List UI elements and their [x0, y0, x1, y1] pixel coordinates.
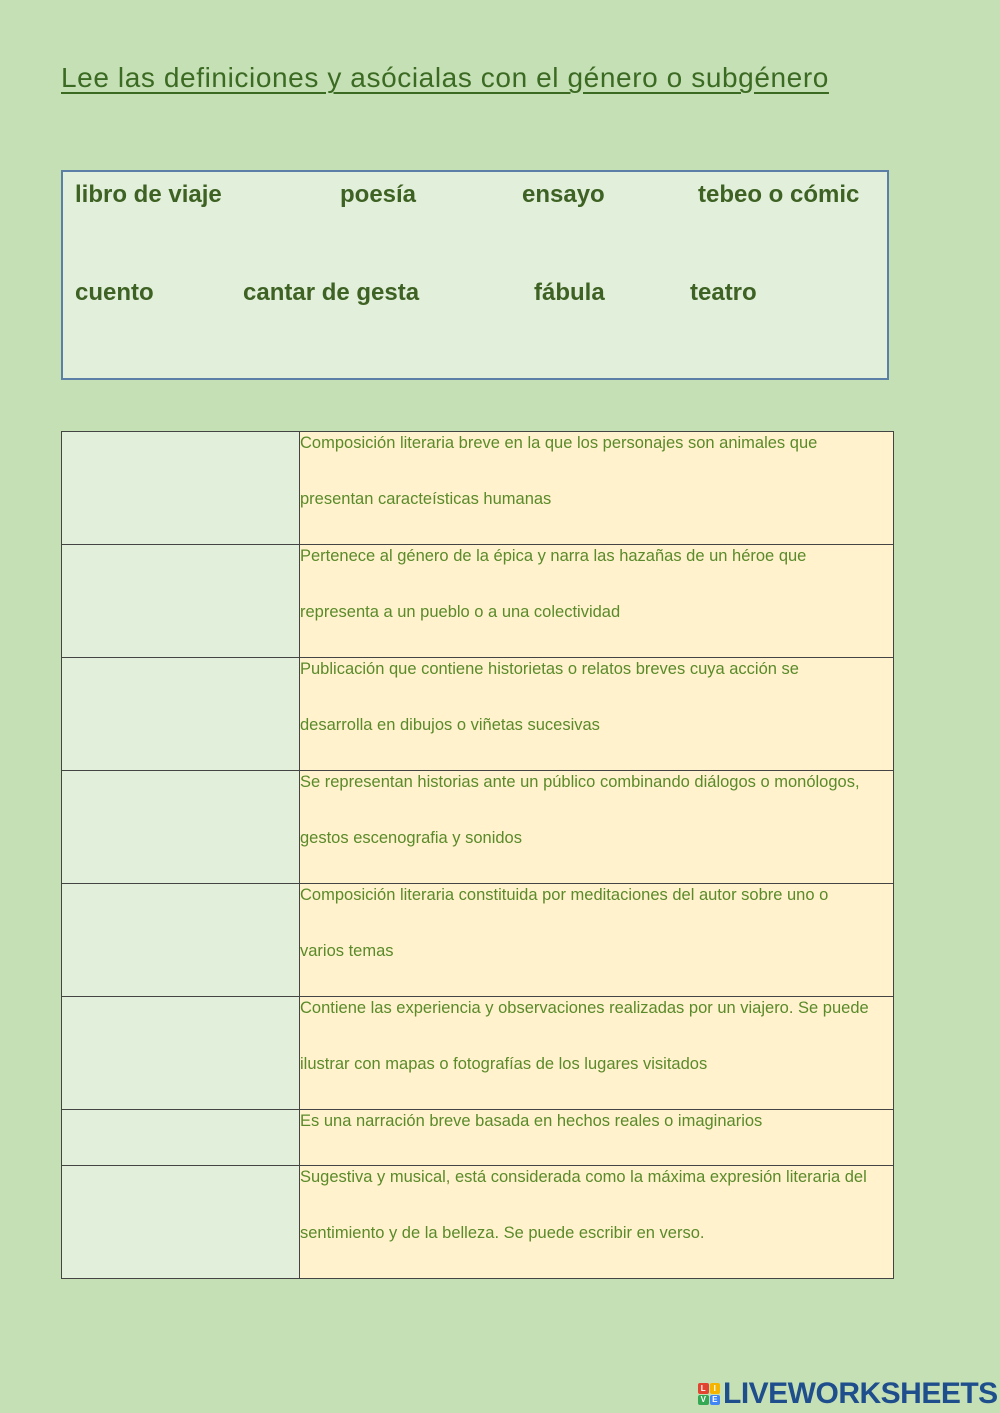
definitions-table	[61, 431, 894, 1279]
word-cantar-de-gesta[interactable]: cantar de gesta	[243, 279, 420, 306]
word-ensayo[interactable]: ensayo	[522, 181, 605, 208]
definition-line: Publicación que contiene historietas o relatos breves cuya acción se	[300, 660, 799, 678]
word-bank	[61, 170, 889, 380]
definition-cell	[300, 1166, 894, 1279]
definition-line: Es una narración breve basada en hechos reales o imaginarios	[300, 1112, 763, 1130]
table-row	[62, 1166, 894, 1279]
definition-line: Se representan historias ante un público combinando diálogos o monólogos,	[300, 773, 860, 791]
word-cuento[interactable]: cuento	[75, 279, 154, 306]
definition-line: sentimiento y de la belleza. Se puede escribir en verso.	[300, 1224, 705, 1242]
answer-drop-zone[interactable]	[62, 658, 300, 771]
definition-line: gestos escenografia y sonidos	[300, 829, 522, 847]
logo-text: LIVEWORKSHEETS	[723, 1377, 998, 1410]
definition-line: Sugestiva y musical, está considerada como la máxima expresión literaria del	[300, 1168, 867, 1186]
definition-line: representa a un pueblo o a una colectividad	[300, 603, 621, 621]
logo-mark-letter: L	[698, 1383, 709, 1394]
page-title: Lee las definiciones y asócialas con el género o subgénero	[61, 62, 829, 93]
word-poesia[interactable]: poesía	[340, 181, 417, 208]
definition-line: Composición literaria breve en la que los personajes son animales que	[300, 434, 818, 452]
word-fabula[interactable]: fábula	[534, 279, 605, 306]
definition-line: Composición literaria constituida por meditaciones del autor sobre uno o	[300, 886, 829, 904]
definition-line: varios temas	[300, 942, 394, 960]
definition-line: Contiene las experiencia y observaciones realizadas por un viajero. Se puede	[300, 999, 869, 1017]
liveworksheets-logo	[698, 1377, 998, 1411]
logo-mark-letter: V	[698, 1395, 709, 1406]
answer-drop-zone[interactable]	[62, 771, 300, 884]
definition-line: presentan caracteísticas humanas	[300, 490, 552, 508]
answer-drop-zone[interactable]	[62, 884, 300, 997]
definition-line: ilustrar con mapas o fotografías de los lugares visitados	[300, 1055, 708, 1073]
word-tebeo-o-comic[interactable]: tebeo o cómic	[698, 181, 860, 208]
answer-drop-zone[interactable]	[62, 545, 300, 658]
word-libro-de-viaje[interactable]: libro de viaje	[75, 181, 222, 208]
answer-drop-zone[interactable]	[62, 432, 300, 545]
logo-mark-icon	[698, 1383, 720, 1405]
answer-drop-zone[interactable]	[62, 1110, 300, 1166]
logo-mark-letter: E	[710, 1395, 721, 1406]
definition-line: Pertenece al género de la épica y narra las hazañas de un héroe que	[300, 547, 807, 565]
definition-line: desarrolla en dibujos o viñetas sucesivas	[300, 716, 600, 734]
word-teatro[interactable]: teatro	[690, 279, 757, 306]
answer-drop-zone[interactable]	[62, 997, 300, 1110]
answer-drop-zone[interactable]	[62, 1166, 300, 1279]
logo-mark-letter: I	[710, 1383, 721, 1394]
